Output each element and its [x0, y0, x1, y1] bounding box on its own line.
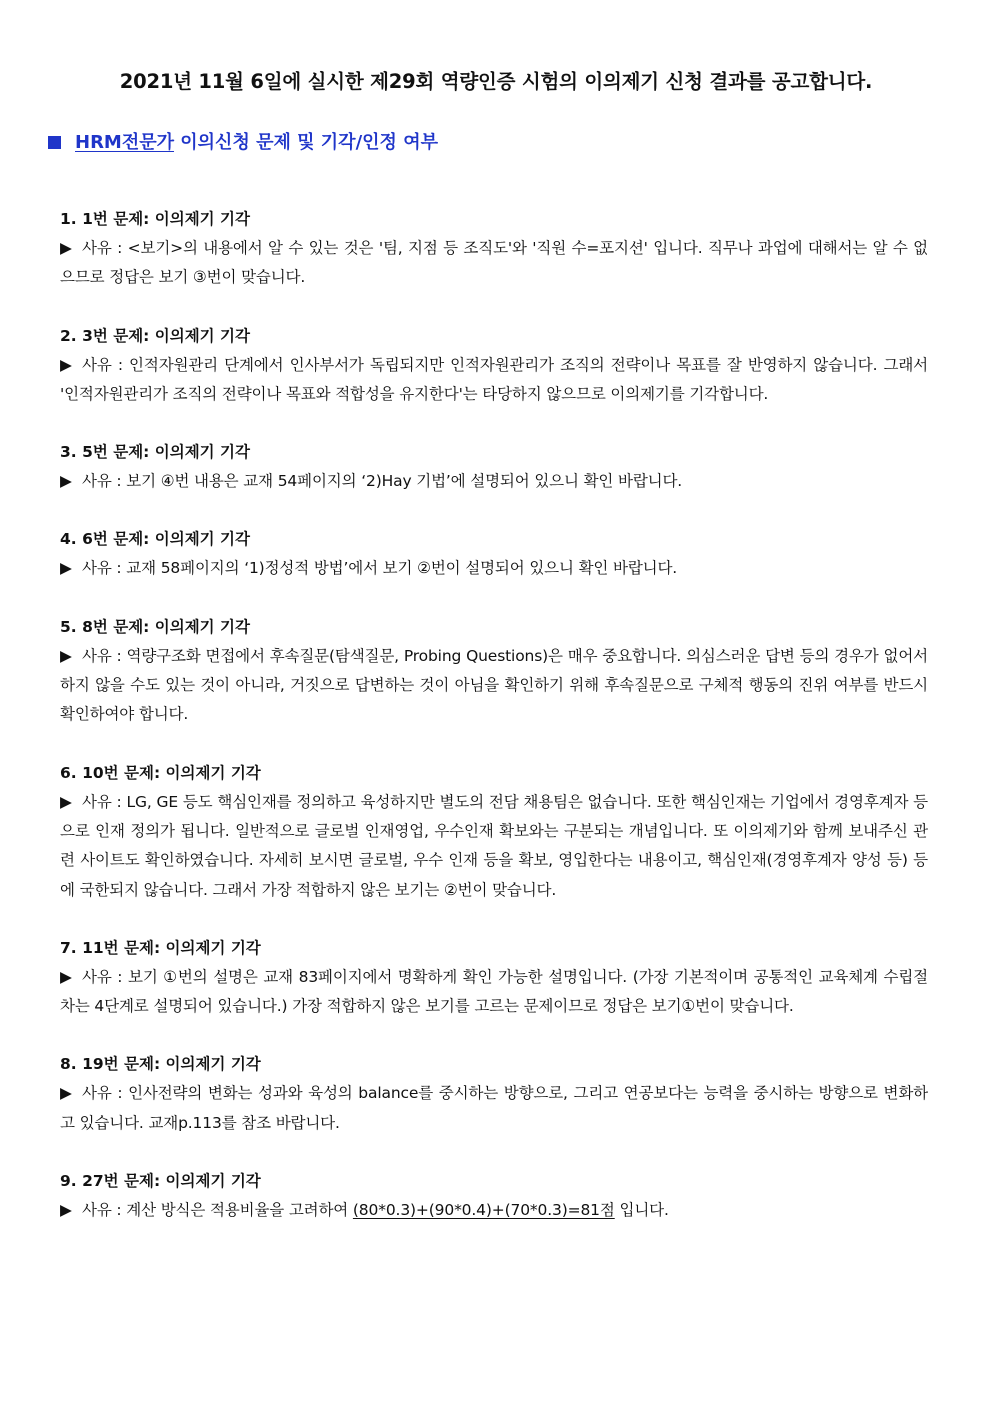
item-body-text: 사유 : 보기 ④번 내용은 교재 54페이지의 ‘2)Hay 기법’에 설명되어 있으니 확인 바랍니다. [82, 472, 683, 491]
item-body [60, 467, 928, 496]
item-body-text: 사유 : <보기>의 내용에서 알 수 있는 것은 '팀, 지점 등 조직도'와 '직원 수=포지션' 입니다. 직무나 과업에 대해서는 알 수 없으므로 정답은 보기 ③번이 맞습니다. [60, 239, 928, 287]
list-item [60, 1167, 928, 1225]
page-title: 2021년 11월 6일에 실시한 제29회 역량인증 시험의 이의제기 신청 결과를 공고합니다. [119, 70, 873, 93]
item-body [60, 788, 928, 905]
list-item [60, 205, 928, 293]
bullet-arrow-icon: ▶ [60, 239, 72, 257]
item-heading: 1. 1번 문제: 이의제기 기각 [60, 210, 250, 228]
item-body-text: 사유 : 인사전략의 변화는 성과와 육성의 balance를 중시하는 방향으로, 그리고 연공보다는 능력을 중시하는 방향으로 변화하고 있습니다. 교재p.113를 참조 바랍니다. [60, 1084, 928, 1132]
list-item [60, 1050, 928, 1138]
item-body [60, 234, 928, 293]
item-body-text: 사유 : 교재 58페이지의 ‘1)정성적 방법’에서 보기 ②번이 설명되어 있으니 확인 바랍니다. [82, 559, 678, 578]
item-heading: 6. 10번 문제: 이의제기 기각 [60, 763, 261, 782]
bullet-arrow-icon: ▶ [60, 355, 72, 374]
item-body-text: 사유 : 인적자원관리 단계에서 인사부서가 독립되지만 인적자원관리가 조직의 전략이나 목표를 잘 반영하지 않습니다. 그래서 '인적자원관리가 조직의 전략이나 목표와 적합성을 유지한다'는 타당하지 않으므로 이의제기를 기각합니다. [60, 355, 928, 403]
bullet-arrow-icon: ▶ [60, 559, 72, 578]
list-item [60, 525, 928, 583]
item-heading: 3. 5번 문제: 이의제기 기각 [60, 443, 250, 462]
bullet-arrow-icon: ▶ [60, 967, 72, 986]
list-item [60, 322, 928, 410]
bullet-arrow-icon: ▶ [60, 472, 72, 491]
item-body-text: 사유 : 보기 ①번의 설명은 교재 83페이지에서 명확하게 확인 가능한 설명입니다. (가장 기본적이며 공통적인 교육체계 수립절차는 4단계로 설명되어 있습니다.) 가장 적합하지 않은 보기를 고르는 문제이므로 정답은 보기①번이 맞습니다. [60, 967, 928, 1016]
item-body [60, 1196, 928, 1225]
bullet-arrow-icon: ▶ [60, 1084, 72, 1103]
bullet-arrow-icon: ▶ [60, 792, 72, 811]
bullet-arrow-icon: ▶ [60, 1201, 72, 1220]
item-body-text: 사유 : 역량구조화 면접에서 후속질문(탐색질문, Probing Questions)은 매우 중요합니다. 의심스러운 답변 등의 경우가 없어서 하지 않을 수도 있는 것이 아니라, 거짓으로 답변하는 것이 아님을 확인하기 위해 후속질문으로 구체적 행동의 진위 여부를 반드시 확인하여야 합니다. [60, 646, 928, 724]
item-body-suffix: 입니다. [614, 1201, 669, 1220]
bullet-arrow-icon: ▶ [60, 646, 72, 665]
list-item [60, 438, 928, 496]
item-body [60, 351, 928, 410]
section-heading-rest: 이의신청 문제 및 기각/인정 여부 [174, 132, 438, 153]
objection-list [60, 205, 928, 1254]
item-heading: 4. 6번 문제: 이의제기 기각 [60, 530, 250, 549]
blue-square-icon [48, 136, 61, 149]
item-body [60, 642, 928, 730]
item-heading: 5. 8번 문제: 이의제기 기각 [60, 617, 250, 636]
item-body [60, 963, 928, 1022]
item-body [60, 554, 928, 583]
item-heading: 8. 19번 문제: 이의제기 기각 [60, 1055, 261, 1074]
list-item [60, 613, 928, 730]
item-body [60, 1079, 928, 1138]
item-heading: 7. 11번 문제: 이의제기 기각 [60, 938, 261, 957]
score-formula: (80*0.3)+(90*0.4)+(70*0.3)=81점 [352, 1201, 615, 1220]
item-body-text: 사유 : 계산 방식은 적용비율을 고려하여 [82, 1201, 353, 1220]
item-heading: 9. 27번 문제: 이의제기 기각 [60, 1172, 261, 1191]
section-heading-underlined: HRM전문가 [75, 132, 175, 153]
item-heading: 2. 3번 문제: 이의제기 기각 [60, 326, 250, 345]
list-item [60, 759, 928, 905]
item-body-text: 사유 : LG, GE 등도 핵심인재를 정의하고 육성하지만 별도의 전담 채용팀은 없습니다. 또한 핵심인재는 기업에서 경영후계자 등으로 인재 정의가 됩니다. 일반적으로 글로벌 인재영업, 우수인재 확보와는 구분되는 개념입니다. 또 이의제기와 함께 보내주신 관련 사이트도 확인하였습니다. 자세히 보시면 글로벌, 우수 인재 등을 확보, 영입한다는 내용이고, 핵심인재(경영후계자 양성 등) 등에 국한되지 않습니다. 그래서 가장 적합하지 않은 보기는 ②번이 맞습니다. [60, 792, 928, 899]
section-heading [48, 128, 438, 154]
list-item [60, 934, 928, 1022]
